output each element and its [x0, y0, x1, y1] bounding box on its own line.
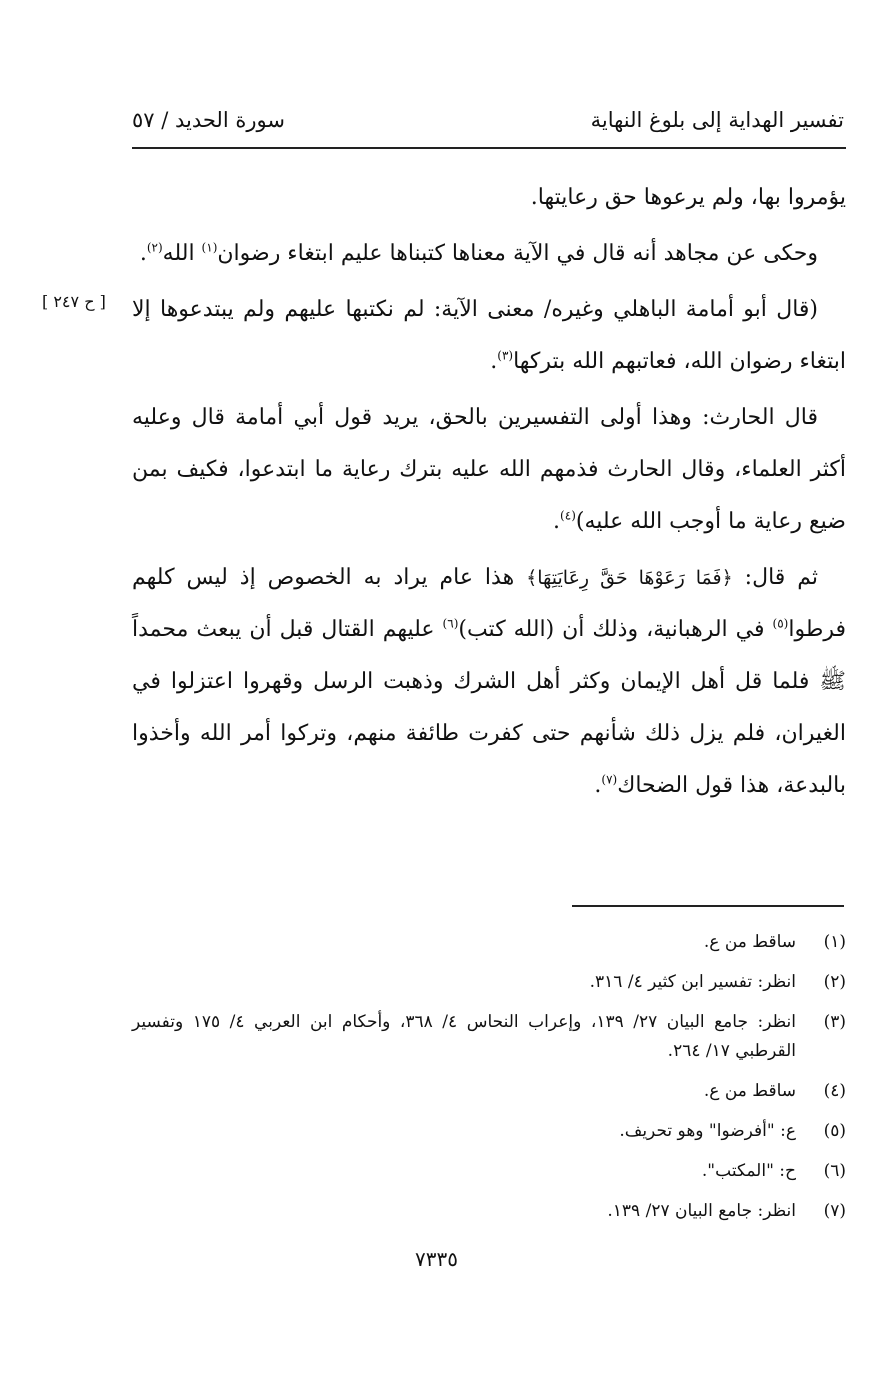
paragraph-5	[132, 552, 846, 812]
paragraph-5-text-e: .	[594, 773, 602, 798]
footnote-number: (٣)	[823, 1012, 846, 1032]
paragraph-1-text: يؤمروا بها، ولم يرعوها حق رعايتها.	[530, 185, 846, 210]
footnote-number: (٥)	[823, 1121, 846, 1141]
footnote-number: (١)	[823, 932, 846, 952]
footnote-ref-1: (١)	[201, 240, 218, 255]
paragraph-4-text-b: .	[553, 509, 561, 534]
footnote-item	[132, 1117, 846, 1146]
paragraph-2-text-b: الله	[162, 241, 202, 266]
footnote-divider	[572, 905, 844, 907]
footnote-ref-2: (٢)	[146, 240, 163, 255]
footnote-number: (٧)	[823, 1201, 846, 1221]
footnote-number: (٢)	[823, 972, 846, 992]
footnote-text: ح: "المكتب".	[701, 1161, 796, 1181]
footnote-ref-7: (٧)	[601, 772, 618, 787]
footnote-number: (٤)	[823, 1081, 846, 1101]
paragraph-3-text-b: .	[490, 349, 498, 374]
footnote-ref-3: (٣)	[497, 348, 514, 363]
paragraph-5-text-d: عليهم القتال قبل أن يبعث محمداً ﷺ فلما قل أهل الإيمان وكثر أهل الشرك وذهبت الرسل وقهروا اعتزلوا في الغيران، فلم يزل ذلك شأنهم حتى كفرت طائفة منهم، وتركوا أمر الله وأخذوا بالبدعة، هذا قول الضحاك	[132, 617, 846, 798]
paragraph-5-text-c: في الرهبانية، وذلك أن (الله كتب)	[458, 617, 773, 642]
footnote-text: ساقط من ع.	[703, 932, 796, 952]
paragraph-2	[132, 228, 846, 280]
footnote-ref-4: (٤)	[560, 508, 576, 523]
paragraph-3	[132, 284, 846, 388]
footnote-item	[132, 1008, 846, 1066]
footnote-ref-5: (٥)	[772, 616, 789, 631]
footnote-item	[132, 1197, 846, 1226]
paragraph-5-text-a: ثم قال:	[732, 565, 818, 590]
page-number: ٧٣٣٥	[415, 1247, 458, 1271]
book-title: تفسير الهداية إلى بلوغ النهاية	[590, 108, 844, 132]
paragraph-4	[132, 392, 846, 548]
quran-quote: ﴿فَمَا رَعَوْهَا حَقَّ رِعَايَتِهَا﴾	[526, 567, 733, 589]
paragraph-2-text-c: .	[139, 241, 147, 266]
surah-reference: سورة الحديد / ٥٧	[132, 108, 285, 132]
footnote-item	[132, 928, 846, 957]
footnote-item	[132, 1077, 846, 1106]
footnote-text: ع: "أفرضوا" وهو تحريف.	[619, 1121, 796, 1141]
manuscript-folio-marker: [ ح ٢٤٧ ]	[42, 292, 106, 311]
paragraph-3-text-a: (قال أبو أمامة الباهلي وغيره/ معنى الآية: لم نكتبها عليهم ولم يبتدعوها إلا ابتغاء رضوان الله، فعاتبهم الله بتركها	[132, 297, 846, 374]
footnotes	[132, 928, 846, 1237]
paragraph-4-text-a: قال الحارث: وهذا أولى التفسيرين بالحق، يريد قول أبي أمامة قال وعليه أكثر العلماء، وقال الحارث فذمهم الله عليه بترك رعاية ما ابتدعوا، فكيف بمن ضيع رعاية ما أوجب الله عليه)	[132, 405, 846, 534]
footnote-item	[132, 1157, 846, 1186]
main-text	[132, 172, 846, 816]
paragraph-2-text-a: وحكى عن مجاهد أنه قال في الآية معناها كتبناها عليم ابتغاء رضوان	[217, 241, 818, 266]
footnote-item	[132, 968, 846, 997]
header-divider	[132, 147, 846, 149]
footnote-number: (٦)	[823, 1161, 846, 1181]
paragraph-1	[132, 172, 846, 224]
footnote-text: ساقط من ع.	[703, 1081, 796, 1101]
footnote-text: انظر: جامع البيان ٢٧/ ١٣٩، وإعراب النحاس ٤/ ٣٦٨، وأحكام ابن العربي ٤/ ١٧٥ وتفسير القرطبي ١٧/ ٢٦٤.	[132, 1012, 796, 1061]
footnote-text: انظر: جامع البيان ٢٧/ ١٣٩.	[607, 1201, 796, 1221]
footnote-text: انظر: تفسير ابن كثير ٤/ ٣١٦.	[589, 972, 796, 992]
paragraph-5-text-b: هذا عام يراد به الخصوص إذ ليس كلهم فرطوا	[132, 565, 846, 642]
footnote-ref-6: (٦)	[442, 616, 459, 631]
running-header	[132, 108, 844, 142]
